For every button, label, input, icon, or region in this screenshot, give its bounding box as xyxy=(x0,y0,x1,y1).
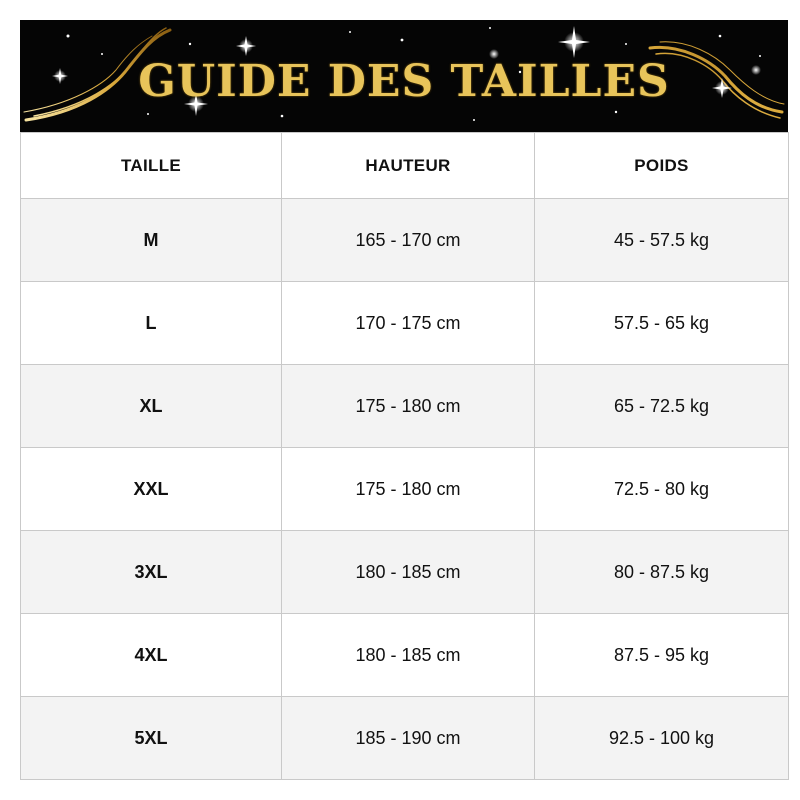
table-row xyxy=(21,199,789,282)
size-cell: XL xyxy=(21,365,282,448)
column-header-weight: POIDS xyxy=(535,133,789,199)
height-cell: 180 - 185 cm xyxy=(282,531,535,614)
weight-cell: 45 - 57.5 kg xyxy=(535,199,789,282)
header-row xyxy=(21,133,789,199)
table-row xyxy=(21,365,789,448)
table-row xyxy=(21,282,789,365)
table-row xyxy=(21,531,789,614)
table-row xyxy=(21,448,789,531)
size-cell: M xyxy=(21,199,282,282)
size-guide xyxy=(20,20,788,780)
weight-cell: 65 - 72.5 kg xyxy=(535,365,789,448)
height-cell: 180 - 185 cm xyxy=(282,614,535,697)
weight-cell: 57.5 - 65 kg xyxy=(535,282,789,365)
height-cell: 185 - 190 cm xyxy=(282,697,535,780)
column-header-size: TAILLE xyxy=(21,133,282,199)
height-cell: 165 - 170 cm xyxy=(282,199,535,282)
weight-cell: 87.5 - 95 kg xyxy=(535,614,789,697)
weight-cell: 72.5 - 80 kg xyxy=(535,448,789,531)
column-header-height: HAUTEUR xyxy=(282,133,535,199)
height-cell: 170 - 175 cm xyxy=(282,282,535,365)
size-cell: 3XL xyxy=(21,531,282,614)
table-row xyxy=(21,614,789,697)
weight-cell: 92.5 - 100 kg xyxy=(535,697,789,780)
weight-cell: 80 - 87.5 kg xyxy=(535,531,789,614)
size-cell: 4XL xyxy=(21,614,282,697)
size-cell: 5XL xyxy=(21,697,282,780)
size-cell: XXL xyxy=(21,448,282,531)
banner xyxy=(20,20,788,132)
size-table xyxy=(20,132,789,780)
height-cell: 175 - 180 cm xyxy=(282,448,535,531)
height-cell: 175 - 180 cm xyxy=(282,365,535,448)
table-row xyxy=(21,697,789,780)
size-cell: L xyxy=(21,282,282,365)
page-title: GUIDE DES TAILLES xyxy=(138,56,670,107)
